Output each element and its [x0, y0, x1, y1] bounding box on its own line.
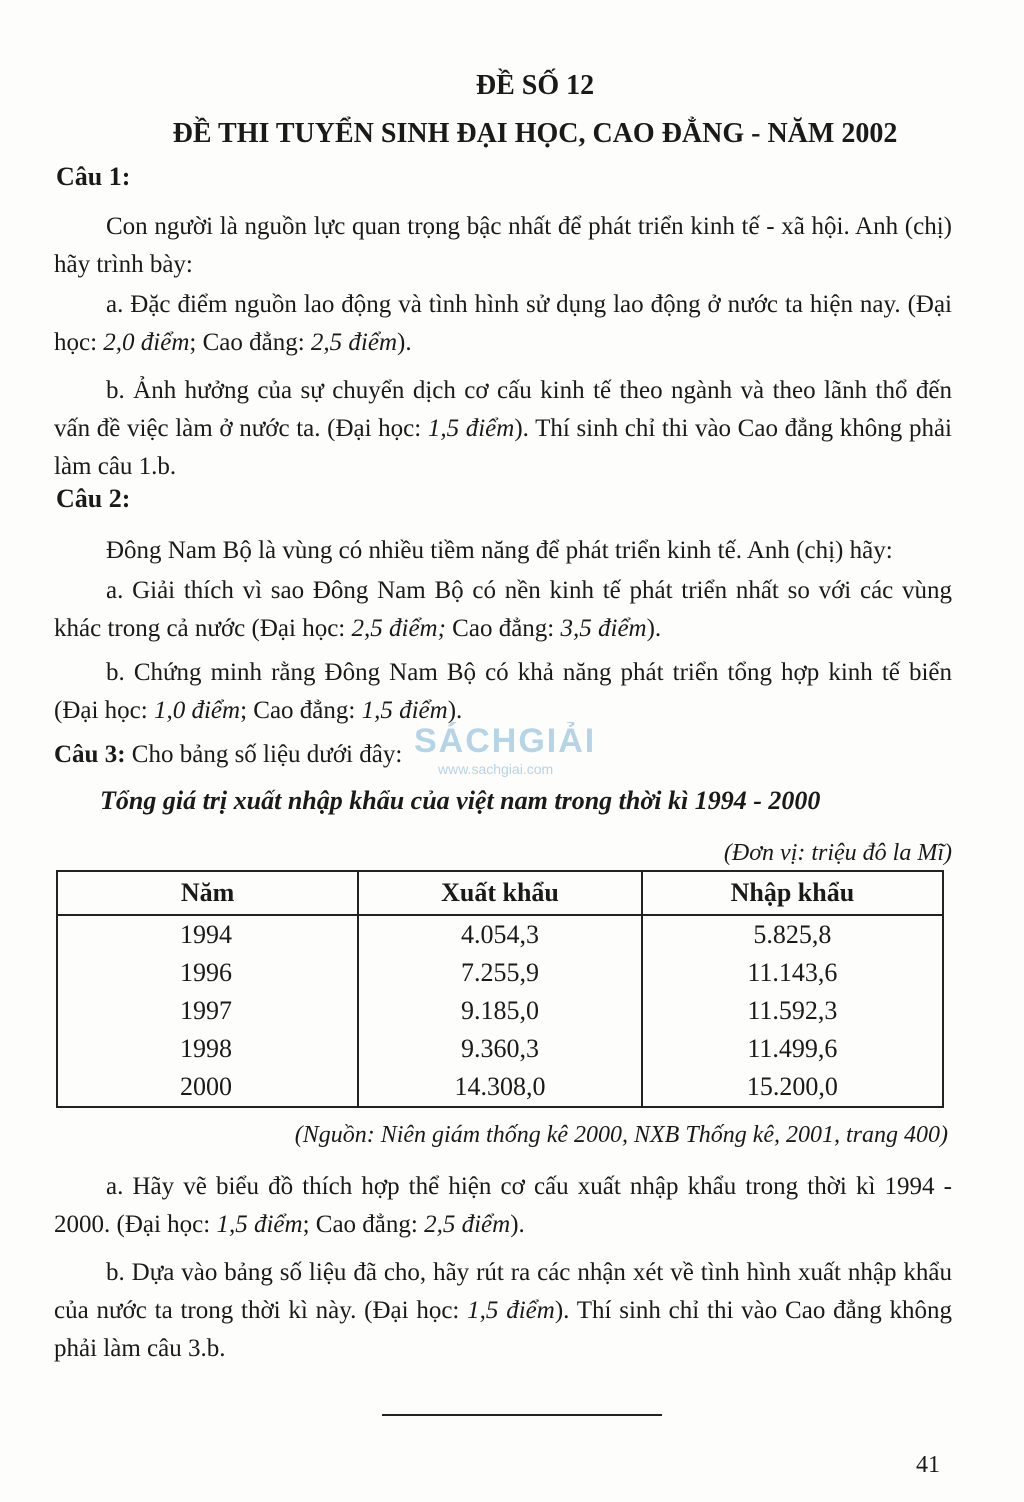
- table-row: [57, 954, 943, 992]
- question-2-intro: Đông Nam Bộ là vùng có nhiều tiềm năng để phát triển kinh tế. Anh (chị) hãy:: [106, 537, 893, 564]
- cell-import: 11.499,6: [642, 1030, 943, 1068]
- question-3a: a. Hãy vẽ biểu đồ thích hợp thể hiện cơ cấu xuất nhập khẩu trong thời kì 1994 - 2000. (Đại học: 1,5 điểm; Cao đẳng: 2,5 điểm).: [54, 1173, 952, 1238]
- table-unit: (Đơn vị: triệu đô la Mĩ): [723, 840, 952, 866]
- cell-year: 1998: [57, 1030, 358, 1068]
- cell-export: 14.308,0: [358, 1068, 642, 1107]
- cell-year: 1994: [57, 915, 358, 954]
- question-1a: a. Đặc điểm nguồn lao động và tình hình sử dụng lao động ở nước ta hiện nay. (Đại học: 2,0 điểm; Cao đẳng: 2,5 điểm).: [54, 291, 952, 356]
- trade-table: [56, 870, 944, 1108]
- table-row: [57, 915, 943, 954]
- question-1-heading: Câu 1:: [56, 162, 131, 191]
- table-source: (Nguồn: Niên giám thống kê 2000, NXB Thống kê, 2001, trang 400): [294, 1122, 948, 1148]
- cell-year: 1997: [57, 992, 358, 1030]
- cell-export: 9.185,0: [358, 992, 642, 1030]
- cell-year: 1996: [57, 954, 358, 992]
- question-1-intro: Con người là nguồn lực quan trọng bậc nhất để phát triển kinh tế - xã hội. Anh (chị) hãy trình bày:: [54, 213, 952, 278]
- question-3-heading: Câu 3:: [54, 741, 126, 768]
- cell-export: 9.360,3: [358, 1030, 642, 1068]
- cell-import: 15.200,0: [642, 1068, 943, 1107]
- question-2a: a. Giải thích vì sao Đông Nam Bộ có nền kinh tế phát triển nhất so với các vùng khác trong cả nước (Đại học: 2,5 điểm; Cao đẳng: 3,5 điểm).: [54, 577, 952, 642]
- table-row: [57, 1030, 943, 1068]
- cell-import: 11.592,3: [642, 992, 943, 1030]
- cell-export: 4.054,3: [358, 915, 642, 954]
- question-2-heading: Câu 2:: [56, 484, 131, 513]
- cell-import: 11.143,6: [642, 954, 943, 992]
- question-1b: b. Ảnh hưởng của sự chuyển dịch cơ cấu kinh tế theo ngành và theo lãnh thổ đến vấn đề việc làm ở nước ta. (Đại học: 1,5 điểm). Thí sinh chỉ thi vào Cao đẳng không phải làm câu 1.b.: [54, 377, 952, 480]
- table-header-row: [57, 871, 943, 915]
- table-row: [57, 1068, 943, 1107]
- watermark-logo: SÁCHGIẢI: [414, 722, 597, 760]
- table-row: [57, 992, 943, 1030]
- cell-year: 2000: [57, 1068, 358, 1107]
- cell-export: 7.255,9: [358, 954, 642, 992]
- divider-rule: [382, 1414, 662, 1416]
- page-subtitle: ĐỀ THI TUYỂN SINH ĐẠI HỌC, CAO ĐẲNG - NĂM 2002: [172, 118, 898, 149]
- col-header-year: Năm: [57, 871, 358, 915]
- page-title: ĐỀ SỐ 12: [475, 70, 595, 101]
- table-caption: Tổng giá trị xuất nhập khẩu của việt nam trong thời kì 1994 - 2000: [100, 786, 821, 815]
- col-header-export: Xuất khẩu: [358, 871, 642, 915]
- cell-import: 5.825,8: [642, 915, 943, 954]
- sachgiai-watermark: [414, 722, 596, 777]
- question-2b: b. Chứng minh rằng Đông Nam Bộ có khả năng phát triển tổng hợp kinh tế biển (Đại học: 1,0 điểm; Cao đẳng: 1,5 điểm).: [54, 659, 952, 724]
- page-number: 41: [916, 1452, 940, 1478]
- question-3b: b. Dựa vào bảng số liệu đã cho, hãy rút ra các nhận xét về tình hình xuất nhập khẩu của nước ta trong thời kì này. (Đại học: 1,5 điểm). Thí sinh chỉ thi vào Cao đẳng không phải làm câu 3.b.: [54, 1259, 952, 1362]
- col-header-import: Nhập khẩu: [642, 871, 943, 915]
- question-3-intro: Câu 3: Cho bảng số liệu dưới đây:: [54, 741, 403, 768]
- watermark-url: www.sachgiai.com: [438, 761, 554, 777]
